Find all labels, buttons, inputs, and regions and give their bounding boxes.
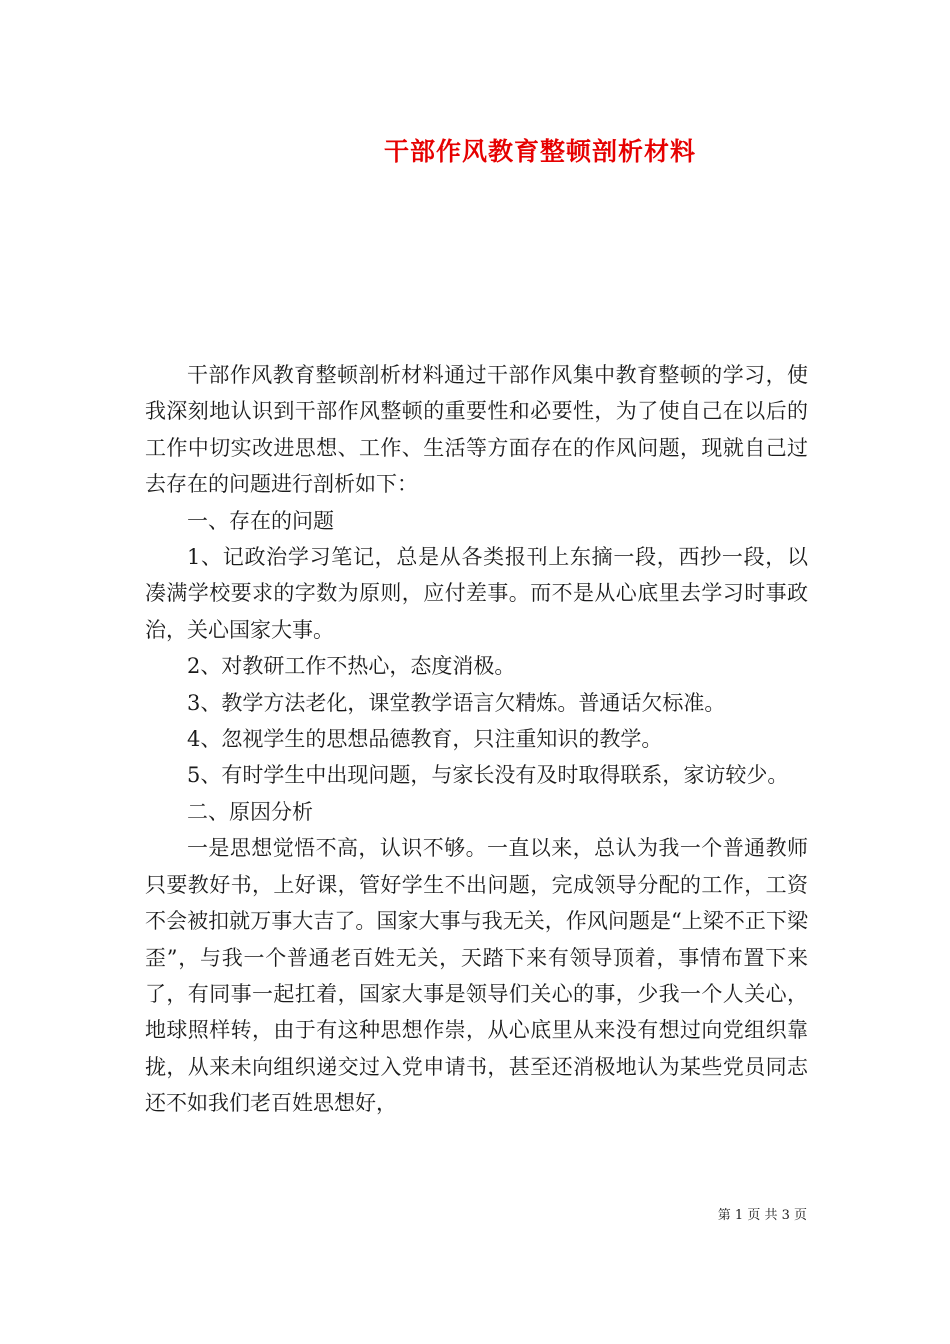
document-title: 干部作风教育整顿剖析材料 — [383, 137, 696, 166]
document-body — [145, 357, 808, 1122]
paragraph-problem-5: 5、有时学生中出现问题，与家长没有及时取得联系，家访较少。 — [187, 763, 789, 788]
paragraph-problem-2: 2、对教研工作不热心，态度消极。 — [187, 654, 516, 679]
paragraph-cause-1: 一是思想觉悟不高，认识不够。一直以来，总认为我一个普通教师只要教好书，上好课，管好学生不出问题，完成领导分配的工作，工资不会被扣就万事大吉了。国家大事与我无关，作风问题是“上梁不正下梁歪”，与我一个普通老百姓无关，天踏下来有领导顶着，事情布置下来了，有同事一起扛着，国家大事是领导们关心的事，少我一个人关心，地球照样转，由于有这种思想作崇，从心底里从来没有想过向党组织靠拢，从来未向组织递交过入党申请书，甚至还消极地认为某些党员同志还不如我们老百姓思想好， — [145, 836, 808, 1116]
paragraph-problem-1: 1、记政治学习笔记，总是从各类报刊上东摘一段，西抄一段，以凑满学校要求的字数为原则，应付差事。而不是从心底里去学习时事政治，关心国家大事。 — [145, 545, 808, 642]
section-heading-causes: 二、原因分析 — [187, 799, 313, 824]
page-footer: 第 1 页 共 3 页 — [717, 1208, 807, 1223]
section-heading-problems: 一、存在的问题 — [187, 508, 334, 533]
paragraph-intro: 干部作风教育整顿剖析材料通过干部作风集中教育整顿的学习，使我深刻地认识到干部作风整顿的重要性和必要性，为了使自己在以后的工作中切实改进思想、工作、生活等方面存在的作风问题，现就自己过去存在的问题进行剖析如下： — [145, 363, 808, 497]
paragraph-problem-4: 4、忽视学生的思想品德教育，只注重知识的教学。 — [187, 727, 663, 752]
paragraph-problem-3: 3、教学方法老化，课堂教学语言欠精炼。普通话欠标准。 — [187, 690, 726, 715]
